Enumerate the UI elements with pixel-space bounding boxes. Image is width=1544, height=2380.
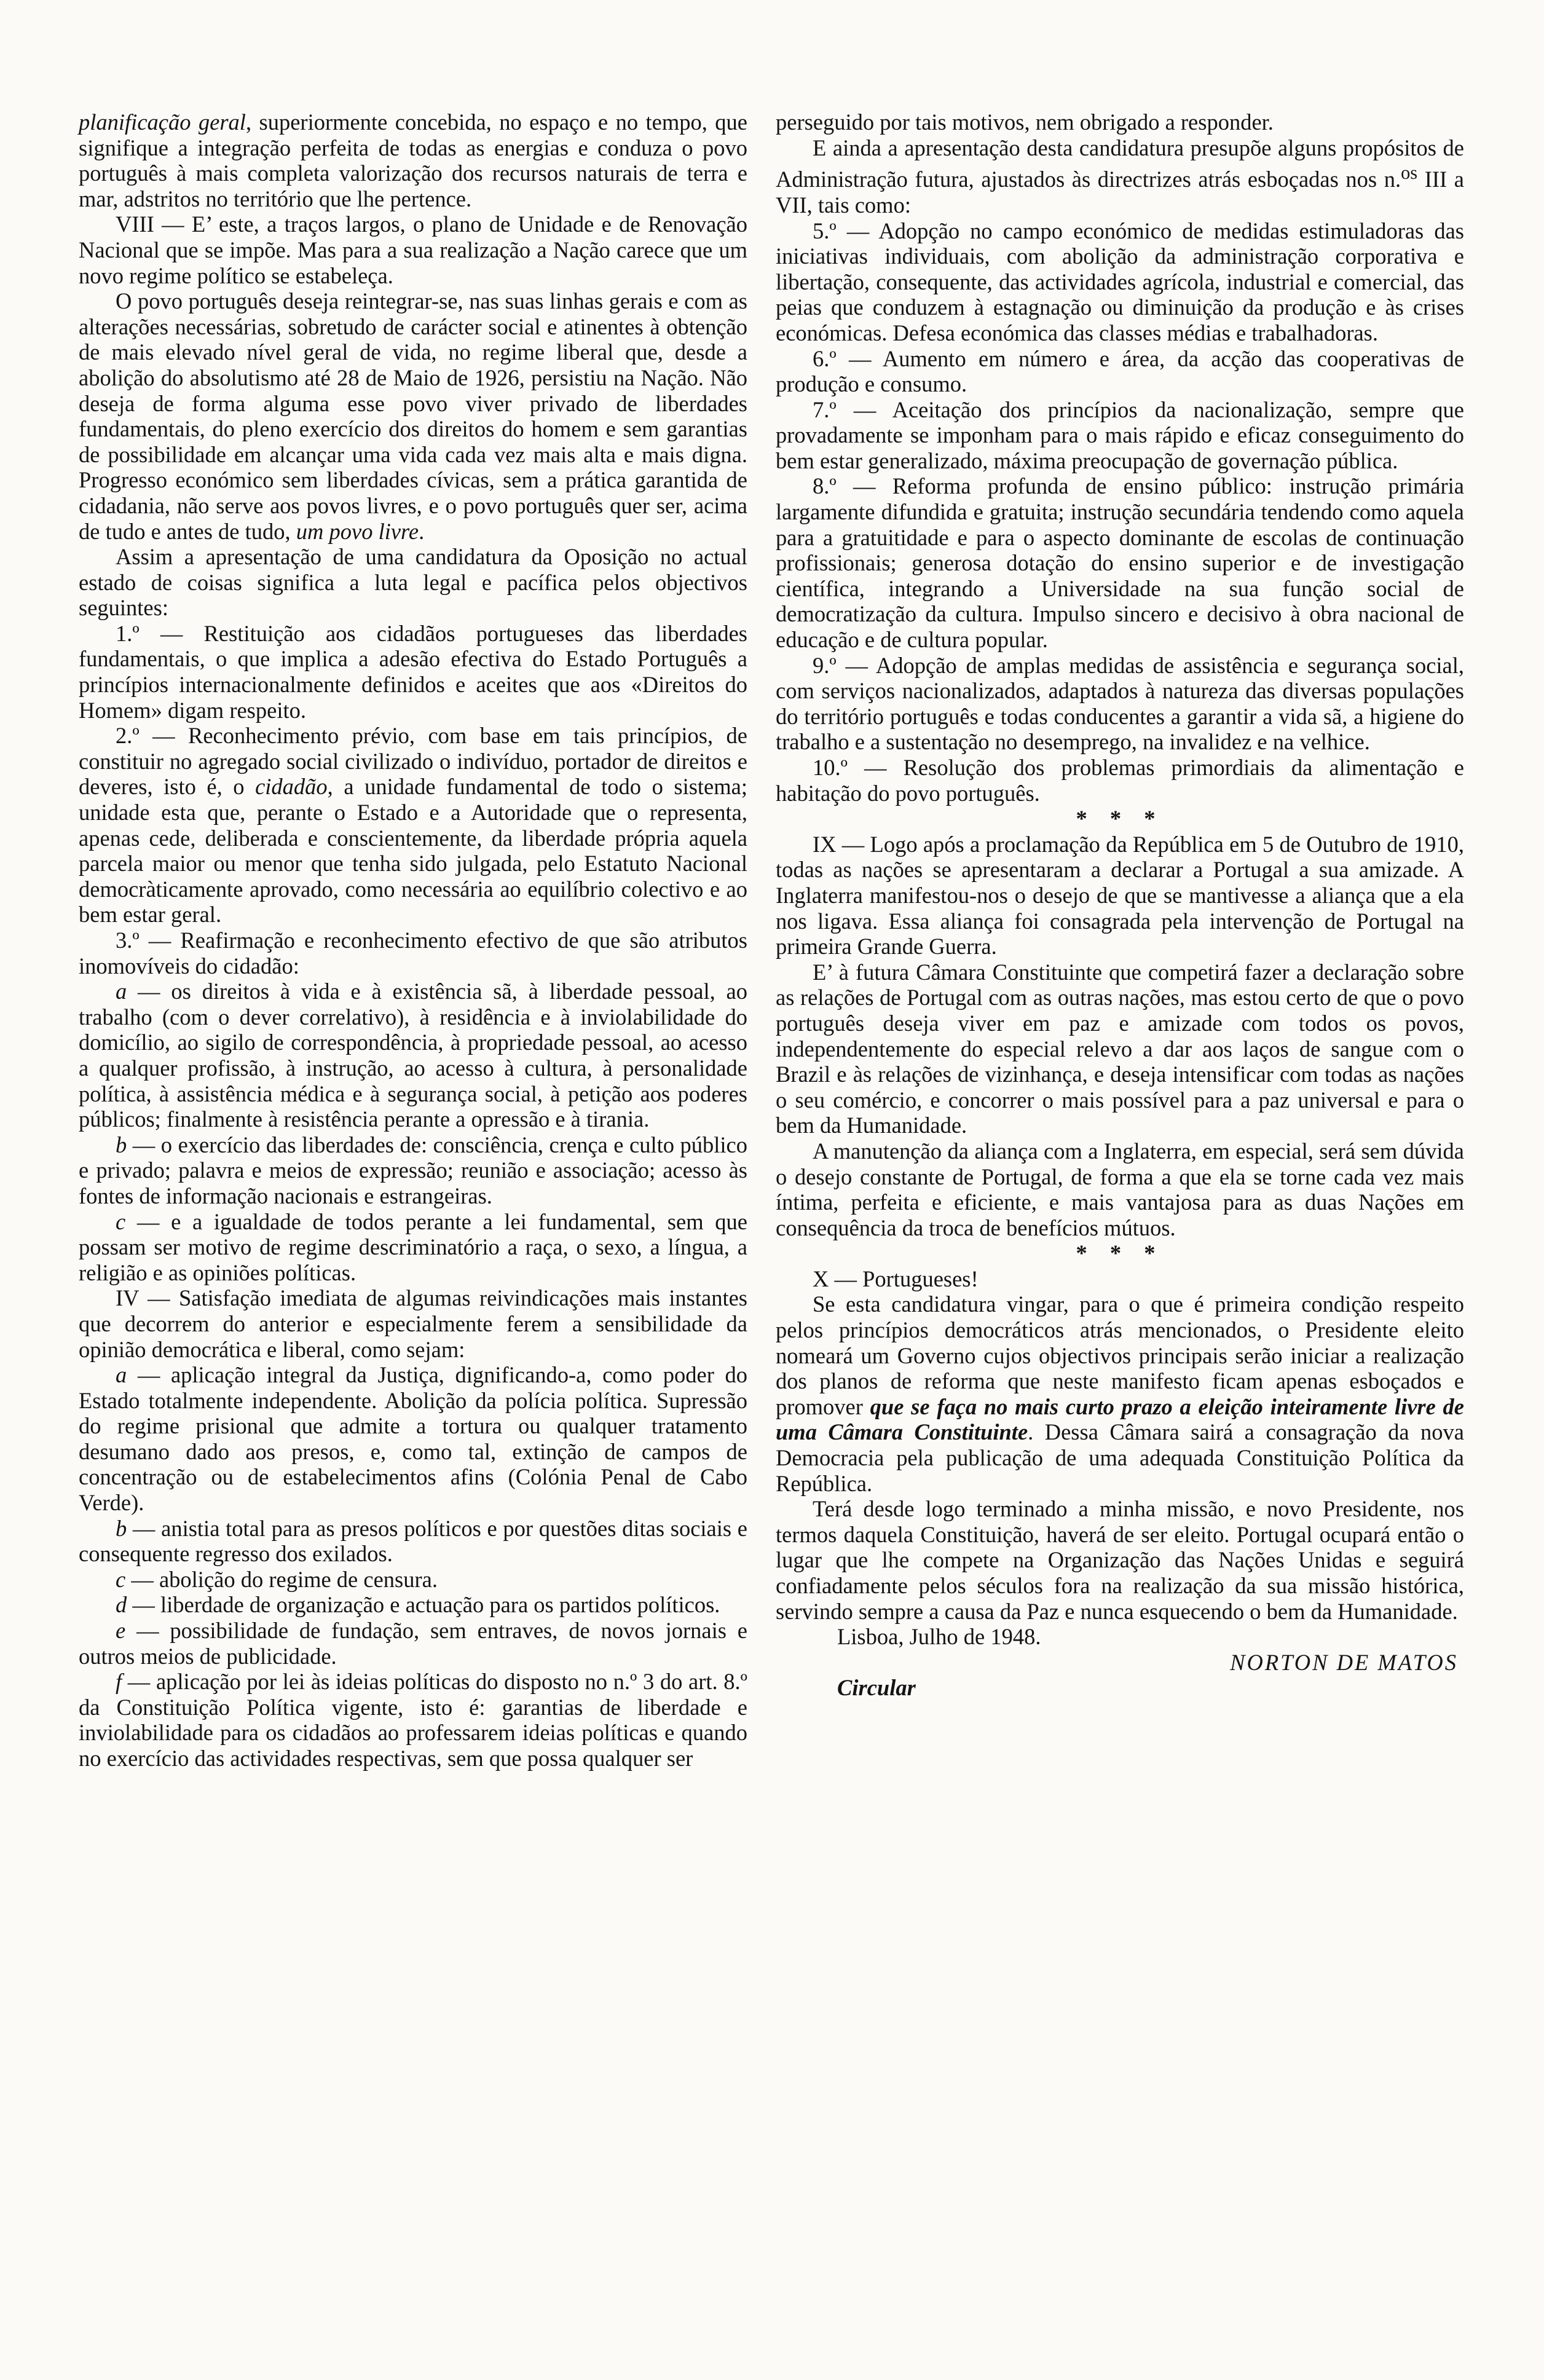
left-paragraph: 2.º — Reconhecimento prévio, com base em tais princípios, de constituir no agregado social civilizado o indivíduo, portador de direitos e deveres, isto é, o cidadão, a unidade fundamental de todo o sistema; unidade esta que, perante o Estado e a Autoridade que o representa, apenas cede, deliberada e conscientemente, da liberdade própria aquela parcela maior ou menor que tenha sido julgada, pelo Estatuto Nacional democràticamente aprovado, como necessária ao equilíbrio colectivo e ao bem estar geral.: [79, 723, 747, 928]
left-paragraph: O povo português deseja reintegrar-se, nas suas linhas gerais e com as alterações necessárias, sobretudo de carácter social e atinentes à obtenção de mais elevado nível geral de vida, no regime liberal que, desde a abolição do absolutismo até 28 de Maio de 1926, persistiu na Nação. Não deseja de forma alguma esse povo viver privado de liberdades fundamentais, do pleno exercício dos direitos do homem e sem garantias de possibilidade em alcançar uma vida cada vez mais alta e mais digna. Progresso económico sem liberdades cívicas, sem a prática garantida de cidadania, não serve aos povos livres, e o povo português quer ser, acima de tudo e antes de tudo, um povo livre.: [79, 288, 747, 544]
left-paragraph: c — abolição do regime de censura.: [116, 1566, 438, 1592]
left-paragraph: a — aplicação integral da Justiça, dignificando-a, como poder do Estado totalmente independente. Abolição da polícia política. Supressão do regime prisional que admite a tortura ou qualquer tratamento desumano dado aos presos, e, como tal, extinção de campos de concentração ou de estabelecimentos afins (Colónia Penal de Cabo Verde).: [79, 1362, 747, 1516]
right-paragraph: 6.º — Aumento em número e área, da acção das cooperativas de produção e consumo.: [776, 345, 1464, 397]
left-paragraph: f — aplicação por lei às ideias políticas do disposto no n.º 3 do art. 8.º da Constituição Política vigente, isto é: garantias de liberdade e inviolabilidade para os cidadãos ao professarem ideias políticas e quando no exercício das actividades respectivas, sem que possa qualquer ser: [79, 1669, 747, 1771]
left-paragraph: planificação geral, superiormente concebida, no espaço e no tempo, que signifique a integração perfeita de todas as energias e conduza o povo português à mais completa valorização dos recursos naturais de terra e mar, adstritos no território que lhe pertence.: [79, 109, 747, 211]
left-paragraph: b — o exercício das liberdades de: consciência, crença e culto público e privado; palavra e meios de expressão; reunião e associação; acesso às fontes de informação nacionais e estrangeiras.: [79, 1132, 747, 1208]
left-paragraph: 3.º — Reafirmação e reconhecimento efectivo de que são atributos inomovíveis do cidadão:: [79, 928, 747, 979]
left-paragraph: e — possibilidade de fundação, sem entraves, de novos jornais e outros meios de publicidade.: [79, 1618, 747, 1669]
right-paragraph: perseguido por tais motivos, nem obrigado a responder.: [776, 109, 1274, 135]
right-paragraph: 5.º — Adopção no campo económico de medidas estimuladoras das iniciativas individuais, com abolição da administração corporativa e libertação, consequente, das actividades agrícola, industrial e comercial, das peias que conduzem à estagnação ou diminuição da produção e às crises económicas. Defesa económica das classes médias e trabalhadoras.: [776, 218, 1464, 345]
section-separator: * * *: [1076, 806, 1164, 832]
right-paragraph: E ainda a apresentação desta candidatura presupõe alguns propósitos de Administração futura, ajustados às directrizes atrás esboçadas nos n.$^{os}$ III a VII, tais como:: [776, 135, 1464, 218]
right-paragraph: Se esta candidatura vingar, para o que é primeira condição respeito pelos princípios democráticos atrás mencionados, o Presidente eleito nomeará um Governo cujos objectivos principais serão iniciar a realização dos planos de reforma que neste manifesto ficam apenas esboçados e promover que se faça no mais curto prazo a eleição inteiramente livre de uma Câmara Constituinte. Dessa Câmara sairá a consagração da nova Democracia pela publicação de uma adequada Constituição Política da República.: [776, 1291, 1465, 1496]
right-paragraph: E’ à futura Câmara Constituinte que competirá fazer a declaração sobre as relações de Portugal com as outras nações, mas estou certo de que o povo português deseja viver em paz e amizade com todos os povos, independentemente do especial relevo a dar aos laços de sangue com o Brazil e às relações de vizinhança, e deseja intensificar com todas as nações o seu comércio, e concorrer o mais possível para a paz universal e para o bem da Humanidade.: [776, 959, 1464, 1138]
left-paragraph: IV — Satisfação imediata de algumas reivindicações mais instantes que decorrem do anterior e especialmente ferem a sensibilidade da opinião democrática e liberal, como sejam:: [79, 1285, 747, 1362]
right-paragraph: IX — Logo após a proclamação da República em 5 de Outubro de 1910, todas as nações se apresentaram a declarar a Portugal a sua amizade. A Inglaterra manifestou-nos o desejo de que se mantivesse a aliança que a ela nos ligava. Essa aliança foi consagrada pela intervenção de Portugal na primeira Grande Guerra.: [776, 831, 1464, 959]
left-paragraph: a — os direitos à vida e à existência sã, à liberdade pessoal, ao trabalho (com o dever correlativo), à residência e à inviolabilidade do domicílio, ao sigilo de correspondência, à propriedade pessoal, ao acesso a qualquer profissão, à instrução, ao acesso à cultura, à personalidade política, à assistência médica e à segurança social, à petição aos poderes públicos; finalmente à resistência perante a opressão e à tirania.: [79, 979, 747, 1132]
right-paragraph: 10.º — Resolução dos problemas primordiais da alimentação e habitação do povo português.: [776, 755, 1464, 806]
left-paragraph: VIII — E’ este, a traços largos, o plano de Unidade e de Renovação Nacional que se impõe. Mas para a sua realização a Nação carece que um novo regime político se estabeleça.: [79, 211, 747, 288]
right-paragraph: Terá desde logo terminado a minha missão, e novo Presidente, nos termos daquela Constituição, haverá de ser eleito. Portugal ocupará então o lugar que lhe compete na Organização das Nações Unidas e seguirá confiadamente pelos séculos fora na realização da sua missão histórica, servindo sempre a causa da Paz e nunca esquecendo o bem da Humanidade.: [776, 1496, 1464, 1624]
right-column: [776, 109, 1464, 1701]
right-paragraph: 9.º — Adopção de amplas medidas de assistência e segurança social, com serviços nacionalizados, adaptados à natureza das diversas populações do território português e todas conducentes a garantir a vida sã, a higiene do trabalho e a sustentação no desemprego, na invalidez e na velhice.: [776, 652, 1464, 755]
left-column: [79, 109, 747, 1771]
left-paragraph: Assim a apresentação de uma candidatura da Oposição no actual estado de coisas significa a luta legal e pacífica pelos objectivos seguintes:: [79, 544, 747, 621]
right-paragraph: 8.º — Reforma profunda de ensino público: instrução primária largamente difundida e gratuita; instrução secundária tendendo como aquela para a gratuitidade e para o aspecto dominante de escolas de continuação profissionais; generosa dotação do ensino superior e de investigação científica, integrando a Universidade na sua função social de democratização da cultura. Impulso sincero e decisivo à obra nacional de educação e de cultura popular.: [776, 473, 1464, 653]
right-paragraph: A manutenção da aliança com a Inglaterra, em especial, será sem dúvida o desejo constante de Portugal, de forma a que ela se torne cada vez mais íntima, perfeita e eficiente, e mais vantajosa para as duas Nações em consequência da troca de benefícios mútuos.: [776, 1138, 1464, 1240]
section-separator: * * *: [1076, 1240, 1164, 1266]
right-column-body: [776, 109, 1464, 1624]
right-paragraph: 7.º — Aceitação dos princípios da nacionalização, sempre que provadamente se imponham para o mais rápido e eficaz conseguimento do bem estar generalizado, máxima preocupação de governação pública.: [776, 396, 1464, 473]
circular-note: Circular: [837, 1675, 916, 1701]
left-paragraph: d — liberdade de organização e actuação para os partidos políticos.: [116, 1592, 720, 1618]
left-paragraph: 1.º — Restituição aos cidadãos portugueses das liberdades fundamentais, o que implica a adesão efectiva do Estado Português a princípios internacionalmente definidos e aceites que aos «Direitos do Homem» digam respeito.: [79, 620, 747, 723]
date-line: Lisboa, Julho de 1948.: [837, 1624, 1041, 1650]
left-paragraph: c — e a igualdade de todos perante a lei fundamental, sem que possam ser motivo de regime descriminatório a raça, o sexo, a língua, a religião e as opiniões políticas.: [79, 1208, 747, 1285]
signature: NORTON DE MATOS: [1230, 1649, 1458, 1675]
right-paragraph: X — Portugueses!: [813, 1266, 979, 1291]
left-paragraph: b — anistia total para as presos políticos e por questões ditas sociais e consequente regresso dos exilados.: [79, 1515, 747, 1567]
